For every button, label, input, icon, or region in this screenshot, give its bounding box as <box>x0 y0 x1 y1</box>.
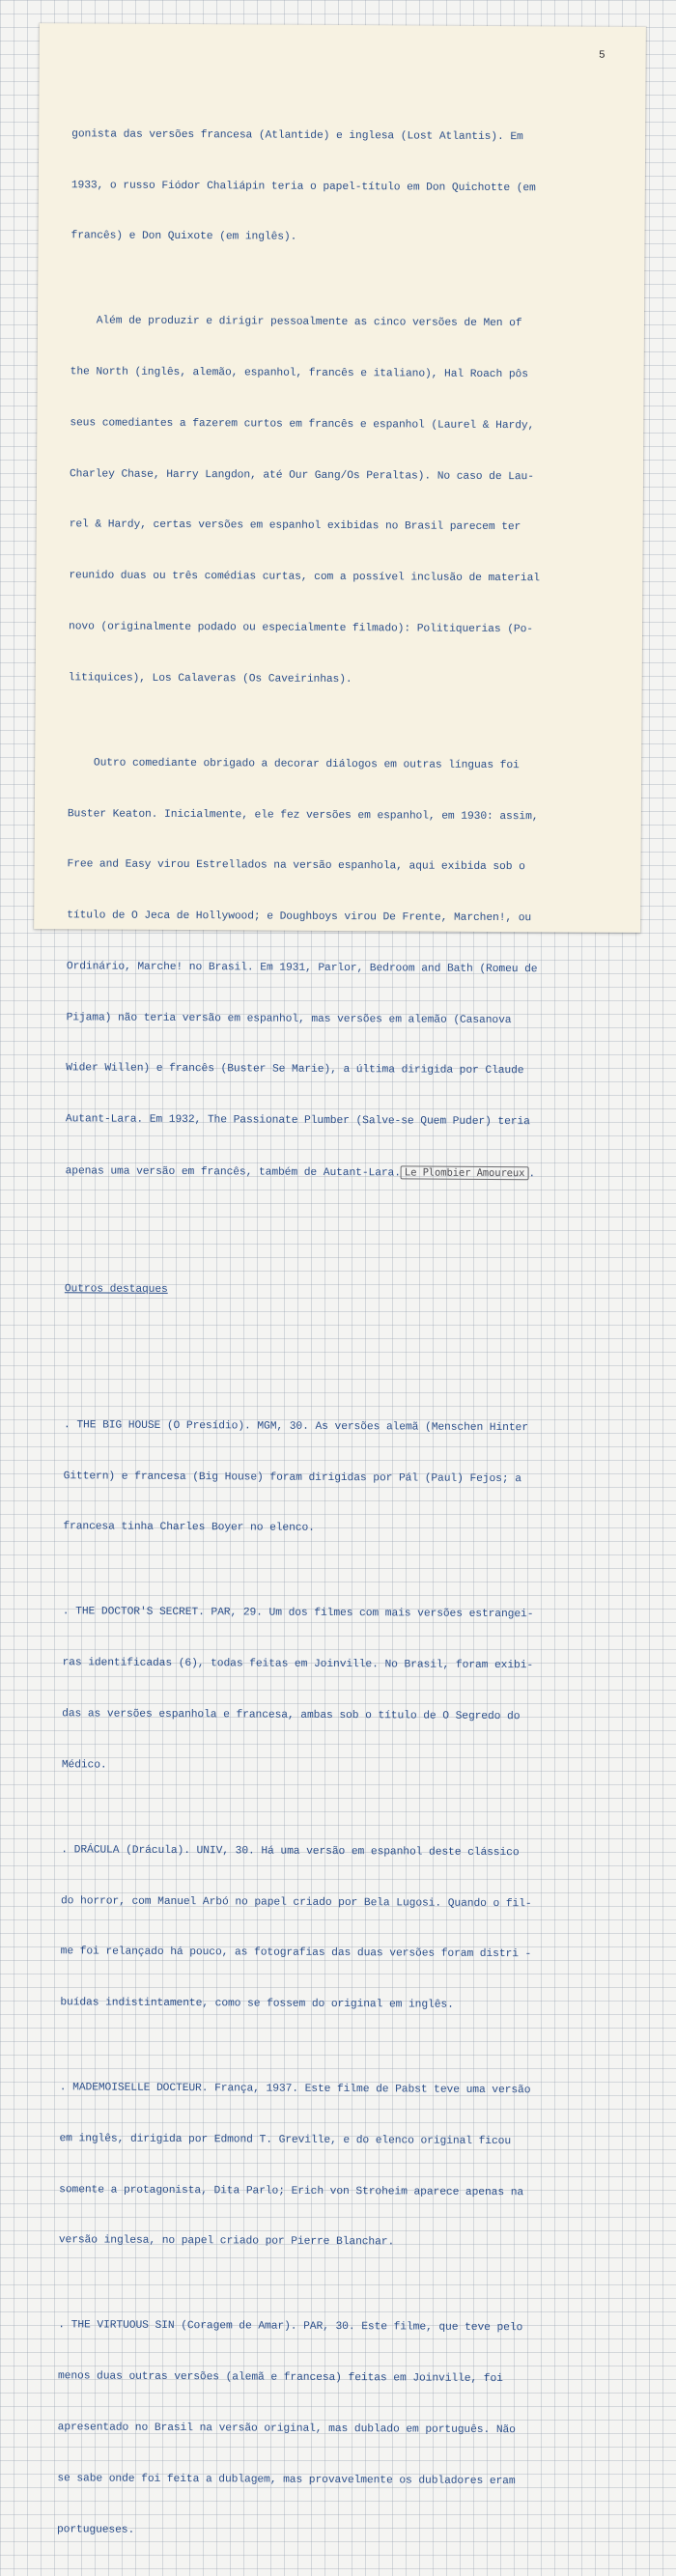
text-line: ras identificadas (6), todas feitas em Joinville. No Brasil, foram exibi- <box>62 1657 534 1672</box>
text-line: versão inglesa, no papel criado por Pierre Blanchar. <box>58 2234 395 2249</box>
text-line: Autant-Lara. Em 1932, The Passionate Plumber (Salve-se Quem Puder) teria <box>65 1113 530 1129</box>
text-line: francesa tinha Charles Boyer no elenco. <box>63 1521 315 1535</box>
text-line: rel & Hardy, certas versões em espanhol exibidas no Brasil parecem ter <box>69 518 521 534</box>
text-line: apenas uma versão em francês, também de Autant-Lara. Le Plombier Amoureux . <box>65 1165 536 1181</box>
text-line: Outro comediante obrigado a decorar diálogos em outras línguas foi <box>68 757 520 771</box>
text-line: Médico. <box>61 1759 107 1772</box>
text-line: . MADEMOISELLE DOCTEUR. França, 1937. Este filme de Pabst teve uma versão <box>59 2082 531 2097</box>
text-line: em inglês, dirigida por Edmond T. Greville, e do elenco original ficou <box>59 2133 512 2147</box>
text-line: . THE VIRTUOUS SIN (Coragem de Amar). PAR, 30. Este filme, que teve pelo <box>58 2319 523 2335</box>
section-heading: Outros destaques <box>64 1283 168 1297</box>
text-line: do horror, com Manuel Arbó no papel criado por Bela Lugosi. Quando o fil- <box>60 1894 532 1910</box>
text-line: francês) e Don Quixote (em inglês). <box>70 230 297 244</box>
text-line: novo (originalmente podado ou especialmente filmado): Politiquerias (Po- <box>69 621 533 636</box>
text-line: 1933, o russo Fiódor Chaliápin teria o papel-título em Don Quichotte (em <box>70 179 536 194</box>
text-line-content: litiquices), Los Calaveras (Os Caveirinhas). <box>68 672 352 686</box>
text-line: portugueses. <box>56 2523 135 2536</box>
text-line: apresentado no Brasil na versão original, mas dublado em português. Não <box>57 2422 516 2437</box>
page-number: 5 <box>599 49 606 62</box>
text-line: Além de produzir e dirigir pessoalmente as cinco versões de Men of <box>70 315 522 330</box>
text-line: título de O Jeca de Hollywood; e Doughboys virou De Frente, Marchen!, ou <box>67 910 532 925</box>
pencil-note: Le Plombier Amoureux <box>401 1165 529 1180</box>
text-line: das as versões espanhola e francesa, ambas sob o título de O Segredo do <box>62 1708 521 1723</box>
text-line: buídas indistintamente, como se fossem do original em inglês. <box>60 1997 454 2011</box>
text-line: Free and Easy virou Estrellados na versão espanhola, aqui exibida sob o <box>67 858 525 874</box>
text-line: Buster Keaton. Inicialmente, ele fez versões em espanhol, em 1930: assim, <box>67 807 539 823</box>
text-line: se sabe onde foi feita a dublagem, mas provavelmente os dubladores eram <box>57 2472 516 2487</box>
text-line: me foi relançado há pouco, as fotografias das duas versões foram distri - <box>60 1946 532 1961</box>
spacer <box>65 1231 615 1251</box>
spacer <box>64 1332 614 1353</box>
text-line: Ordinário, Marche! no Brasil. Em 1931, Parlor, Bedroom and Bath (Romeu de <box>66 961 538 976</box>
text-line: Pijama) não teria versão em espanhol, mas versões em alemão (Casanova <box>66 1011 512 1026</box>
text-line: . THE DOCTOR'S SECRET. PAR, 29. Um dos filmes com mais versões estrangei- <box>62 1606 534 1621</box>
text-line: reunido duas ou três comédias curtas, com a possível inclusão de material <box>69 570 540 585</box>
text-line: Gittern) e francesa (Big House) foram dirigidas por Pál (Paul) Fejos; a <box>63 1470 521 1485</box>
typewritten-page <box>34 23 646 2536</box>
text-line: gonista das versões francesa (Atlantide) e inglesa (Lost Atlantis). Em <box>71 128 523 143</box>
text-line: menos duas outras versões (alemã e francesa) feitas em Joinville, foi <box>57 2370 503 2386</box>
text-line: . THE BIG HOUSE (O Presídio). MGM, 30. As versões alemã (Menschen Hinter <box>63 1419 528 1435</box>
text-line: the North (inglês, alemão, espanhol, francês e italiano), Hal Roach pôs <box>70 366 528 381</box>
page-body <box>57 75 623 2576</box>
text-line-content: apenas uma versão em francês, também de Autant-Lara. <box>65 1165 401 1180</box>
text-line: . DRÁCULA (Drácula). UNIV, 30. Há uma versão em espanhol deste clássico <box>61 1844 520 1859</box>
text-line <box>69 670 619 690</box>
text-line: somente a protagonista, Dita Parlo; Erich von Stroheim aparece apenas na <box>59 2183 524 2198</box>
text-line: Wider Willen) e francês (Buster Se Marie), a última dirigida por Claude <box>66 1062 524 1078</box>
text-line: Charley Chase, Harry Langdon, até Our Gang/Os Peraltas). No caso de Lau- <box>69 467 534 483</box>
text-line: seus comediantes a fazerem curtos em francês e espanhol (Laurel & Hardy, <box>70 417 535 433</box>
